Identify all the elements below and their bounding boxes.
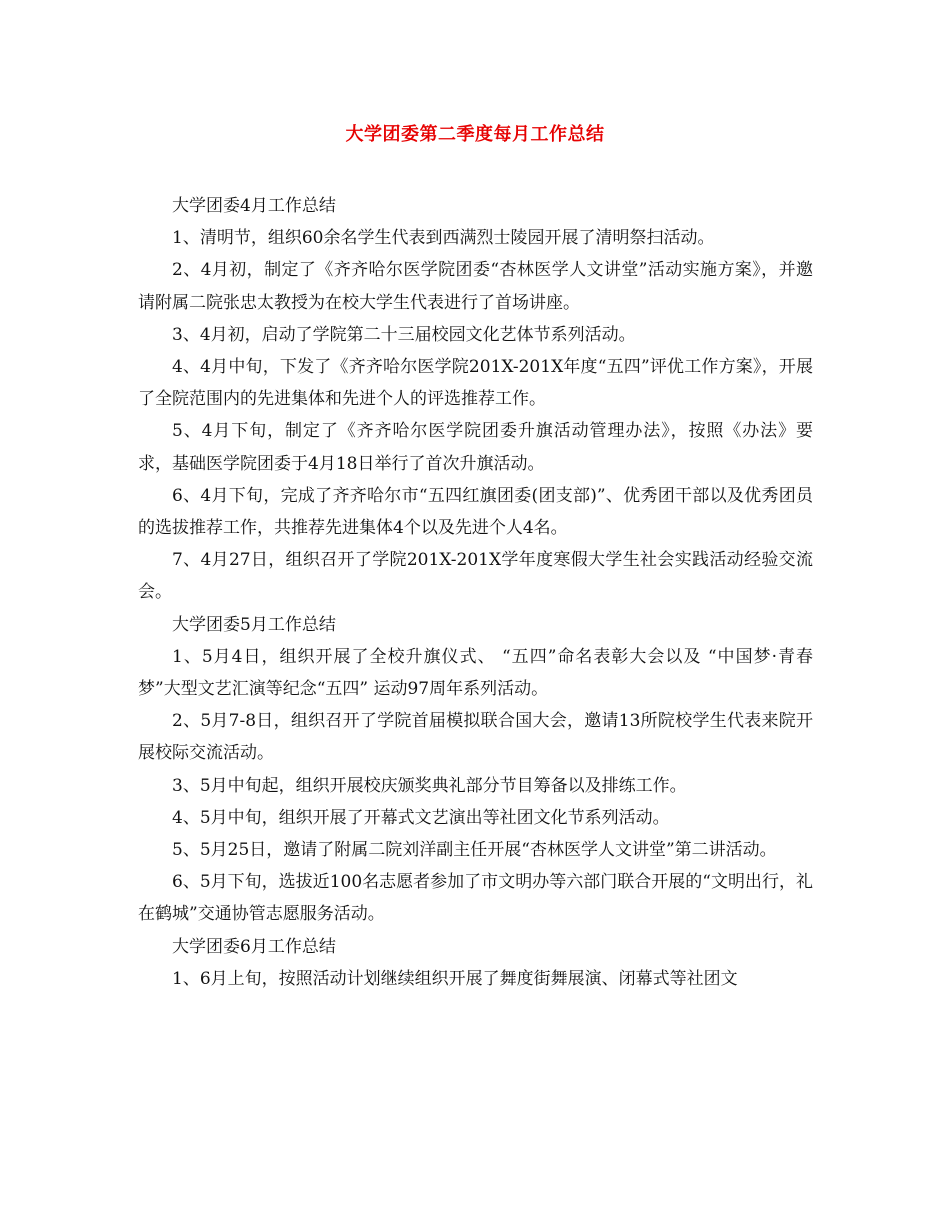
april-item-4: 4、4月中旬，下发了《齐齐哈尔医学院201X-201X年度“五四”评优工作方案》，开展了全院范围内的先进集体和先进个人的评选推荐工作。 — [138, 357, 813, 410]
may-item-3: 3、5月中旬起，组织开展校庆颁奖典礼部分节目筹备以及排练工作。 — [172, 775, 687, 796]
may-item-5: 5、5月25日，邀请了附属二院刘洋副主任开展“杏林医学人文讲堂”第二讲活动。 — [172, 840, 777, 861]
april-item-6: 6、4月下旬，完成了齐齐哈尔市“五四红旗团委(团支部)”、优秀团干部以及优秀团员的选拔推荐工作，共推荐先进集体4个以及先进个人4名。 — [138, 485, 813, 539]
april-item-5: 5、4月下旬，制定了《齐齐哈尔医学院团委升旗活动管理办法》，按照《办法》要求，基础医学院团委于4月18日举行了首次升旗活动。 — [138, 421, 813, 474]
section-heading-april: 大学团委4月工作总结 — [172, 196, 336, 216]
april-item-2: 2、4月初，制定了《齐齐哈尔医学院团委“杏林医学人文讲堂”活动实施方案》，并邀请附属二院张忠太教授为在校大学生代表进行了首场讲座。 — [138, 260, 813, 313]
april-item-3: 3、4月初，启动了学院第二十三届校园文化艺体节系列活动。 — [172, 324, 636, 345]
section-heading-june: 大学团委6月工作总结 — [172, 936, 336, 957]
may-item-1: 1、5月4日，组织开展了全校升旗仪式、 “五四”命名表彰大会以及 “中国梦·青春梦”大型文艺汇演等纪念“五四” 运动97周年系列活动。 — [138, 646, 813, 700]
section-heading-may: 大学团委5月工作总结 — [172, 614, 336, 635]
april-item-1: 1、清明节，组织60余名学生代表到西满烈士陵园开展了清明祭扫活动。 — [172, 228, 715, 249]
june-item-1: 1、6月上旬，按照活动计划继续组织开展了舞度街舞展演、闭幕式等社团文 — [172, 968, 738, 989]
may-item-4: 4、5月中旬，组织开展了开幕式文艺演出等社团文化节系列活动。 — [172, 807, 670, 828]
april-item-7: 7、4月27日，组织召开了学院201X-201X学年度寒假大学生社会实践活动经验交流会。 — [138, 550, 813, 603]
may-item-2: 2、5月7-8日，组织召开了学院首届模拟联合国大会，邀请13所院校学生代表来院开展校际交流活动。 — [138, 711, 813, 764]
may-item-6: 6、5月下旬，选拔近100名志愿者参加了市文明办等六部门联合开展的“文明出行，礼在鹤城”交通协管志愿服务活动。 — [138, 872, 813, 925]
document-body — [138, 190, 813, 995]
document-title: 大学团委第二季度每月工作总结 — [345, 124, 605, 145]
